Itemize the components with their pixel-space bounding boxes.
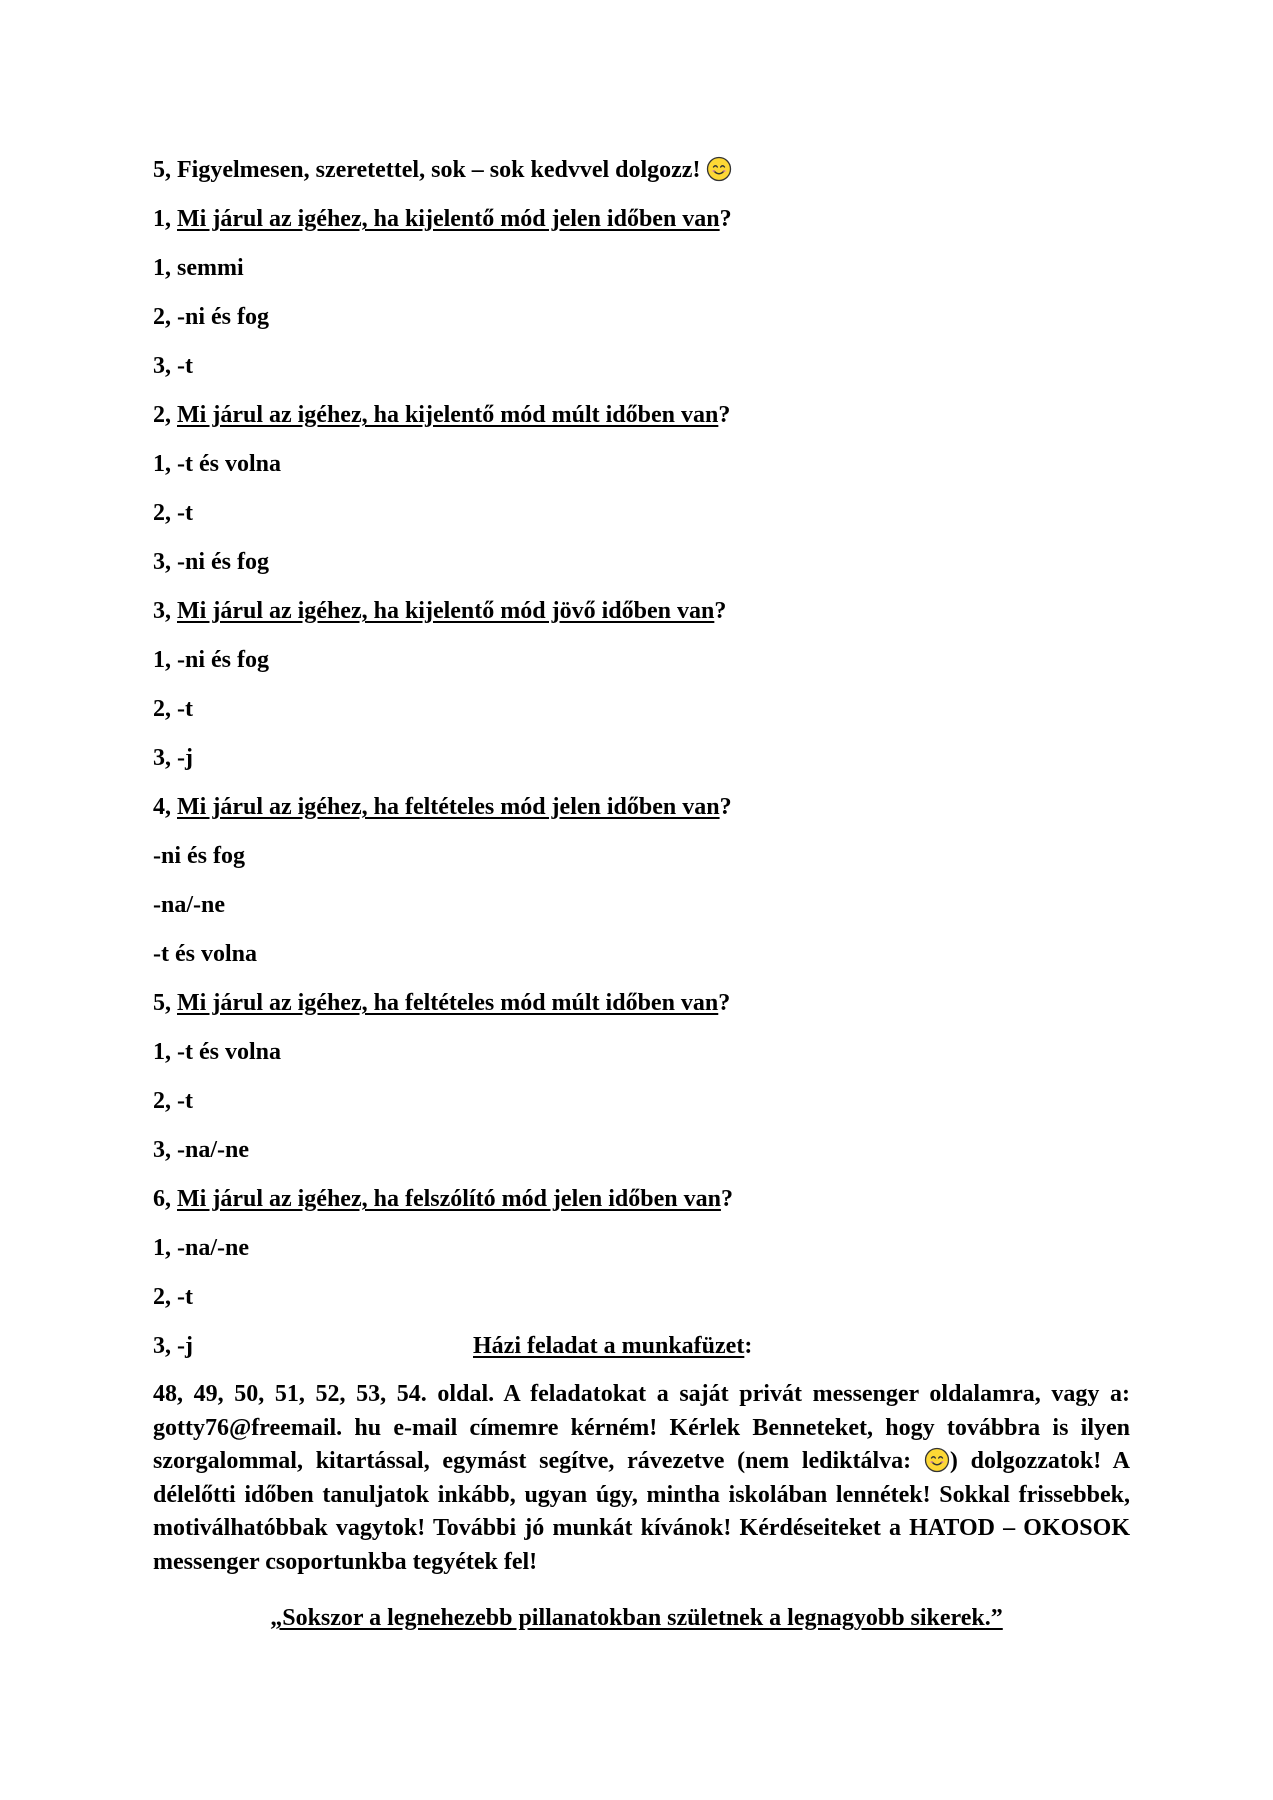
answer-option: 2, -t bbox=[153, 1284, 193, 1310]
intro-text: 5, Figyelmesen, szeretettel, sok – sok kedvvel dolgozz! bbox=[153, 157, 701, 183]
answer-option: 1, semmi bbox=[153, 255, 244, 281]
question-mark: ? bbox=[719, 206, 732, 232]
question-3 bbox=[153, 596, 726, 626]
question-mark: ? bbox=[720, 1186, 733, 1212]
answer-option: 2, -t bbox=[153, 696, 193, 722]
question-text: Mi járul az igéhez, ha feltételes mód múlt időben van bbox=[177, 990, 719, 1016]
closing-quote bbox=[0, 1603, 1273, 1633]
question-mark: ? bbox=[714, 598, 727, 624]
answer-option: 3, -na/-ne bbox=[153, 1137, 249, 1163]
answer-option: 3, -j bbox=[153, 1333, 193, 1359]
answer-option: -ni és fog bbox=[153, 843, 245, 869]
homework-heading-text: Házi feladat a munkafüzet bbox=[473, 1333, 745, 1359]
homework-text-part2: ) dolgozzatok! A délelőtti időben tanuljatok inkább, ugyan úgy, mintha iskolában lennétek! Sokkal frissebbek, motiválhatóbbak vagytok! További jó munkát kívánok! Kérdéseiteket a HATOD – OKOSOK messenger csoportunkba tegyétek fel! bbox=[153, 1448, 1130, 1575]
question-text: Mi járul az igéhez, ha felszólító mód jelen időben van bbox=[177, 1186, 721, 1212]
homework-heading-colon: : bbox=[744, 1333, 753, 1359]
question-number: 3, bbox=[153, 598, 177, 624]
answer-option: 1, -t és volna bbox=[153, 1039, 281, 1065]
question-1 bbox=[153, 204, 732, 234]
answer-option: 2, -t bbox=[153, 1088, 193, 1114]
question-number: 4, bbox=[153, 794, 177, 820]
answer-option: 1, -t és volna bbox=[153, 451, 281, 477]
question-number: 5, bbox=[153, 990, 177, 1016]
homework-paragraph bbox=[153, 1378, 1130, 1579]
question-number: 1, bbox=[153, 206, 177, 232]
question-number: 6, bbox=[153, 1186, 177, 1212]
intro-line bbox=[153, 155, 732, 185]
answer-option: 3, -ni és fog bbox=[153, 549, 269, 575]
question-6 bbox=[153, 1184, 733, 1214]
closing-quote-text: „Sokszor a legnehezebb pillanatokban születnek a legnagyobb sikerek.” bbox=[270, 1605, 1003, 1631]
question-4 bbox=[153, 792, 732, 822]
question-mark: ? bbox=[719, 794, 732, 820]
answer-option: 3, -t bbox=[153, 353, 193, 379]
answer-option: 2, -ni és fog bbox=[153, 304, 269, 330]
question-text: Mi járul az igéhez, ha feltételes mód jelen időben van bbox=[177, 794, 720, 820]
question-5 bbox=[153, 988, 730, 1018]
question-mark: ? bbox=[718, 990, 731, 1016]
question-text: Mi járul az igéhez, ha kijelentő mód jelen időben van bbox=[177, 206, 720, 232]
answer-option: 2, -t bbox=[153, 500, 193, 526]
homework-text-part1: 48, 49, 50, 51, 52, 53, 54. oldal. A feladatokat a saját privát messenger oldalamra, vagy a: gotty76@freemail. hu e-mail címemre kérném! Kérlek Benneteket, hogy továbbra is ilyen szorgalommal, kitartással, egymást segítve, rávezetve (nem lediktálva: bbox=[153, 1381, 1130, 1474]
answer-option: 1, -ni és fog bbox=[153, 647, 269, 673]
question-number: 2, bbox=[153, 402, 177, 428]
answer-option: -t és volna bbox=[153, 941, 257, 967]
question-mark: ? bbox=[718, 402, 731, 428]
answer-option: -na/-ne bbox=[153, 892, 225, 918]
answer-option: 1, -na/-ne bbox=[153, 1235, 249, 1261]
answer-option: 3, -j bbox=[153, 745, 193, 771]
smiley-face-icon bbox=[924, 1447, 950, 1473]
smiley-face-icon bbox=[706, 156, 732, 182]
question-text: Mi járul az igéhez, ha kijelentő mód múlt időben van bbox=[177, 402, 719, 428]
homework-heading bbox=[473, 1331, 752, 1361]
question-text: Mi járul az igéhez, ha kijelentő mód jövő időben van bbox=[177, 598, 715, 624]
question-2 bbox=[153, 400, 730, 430]
